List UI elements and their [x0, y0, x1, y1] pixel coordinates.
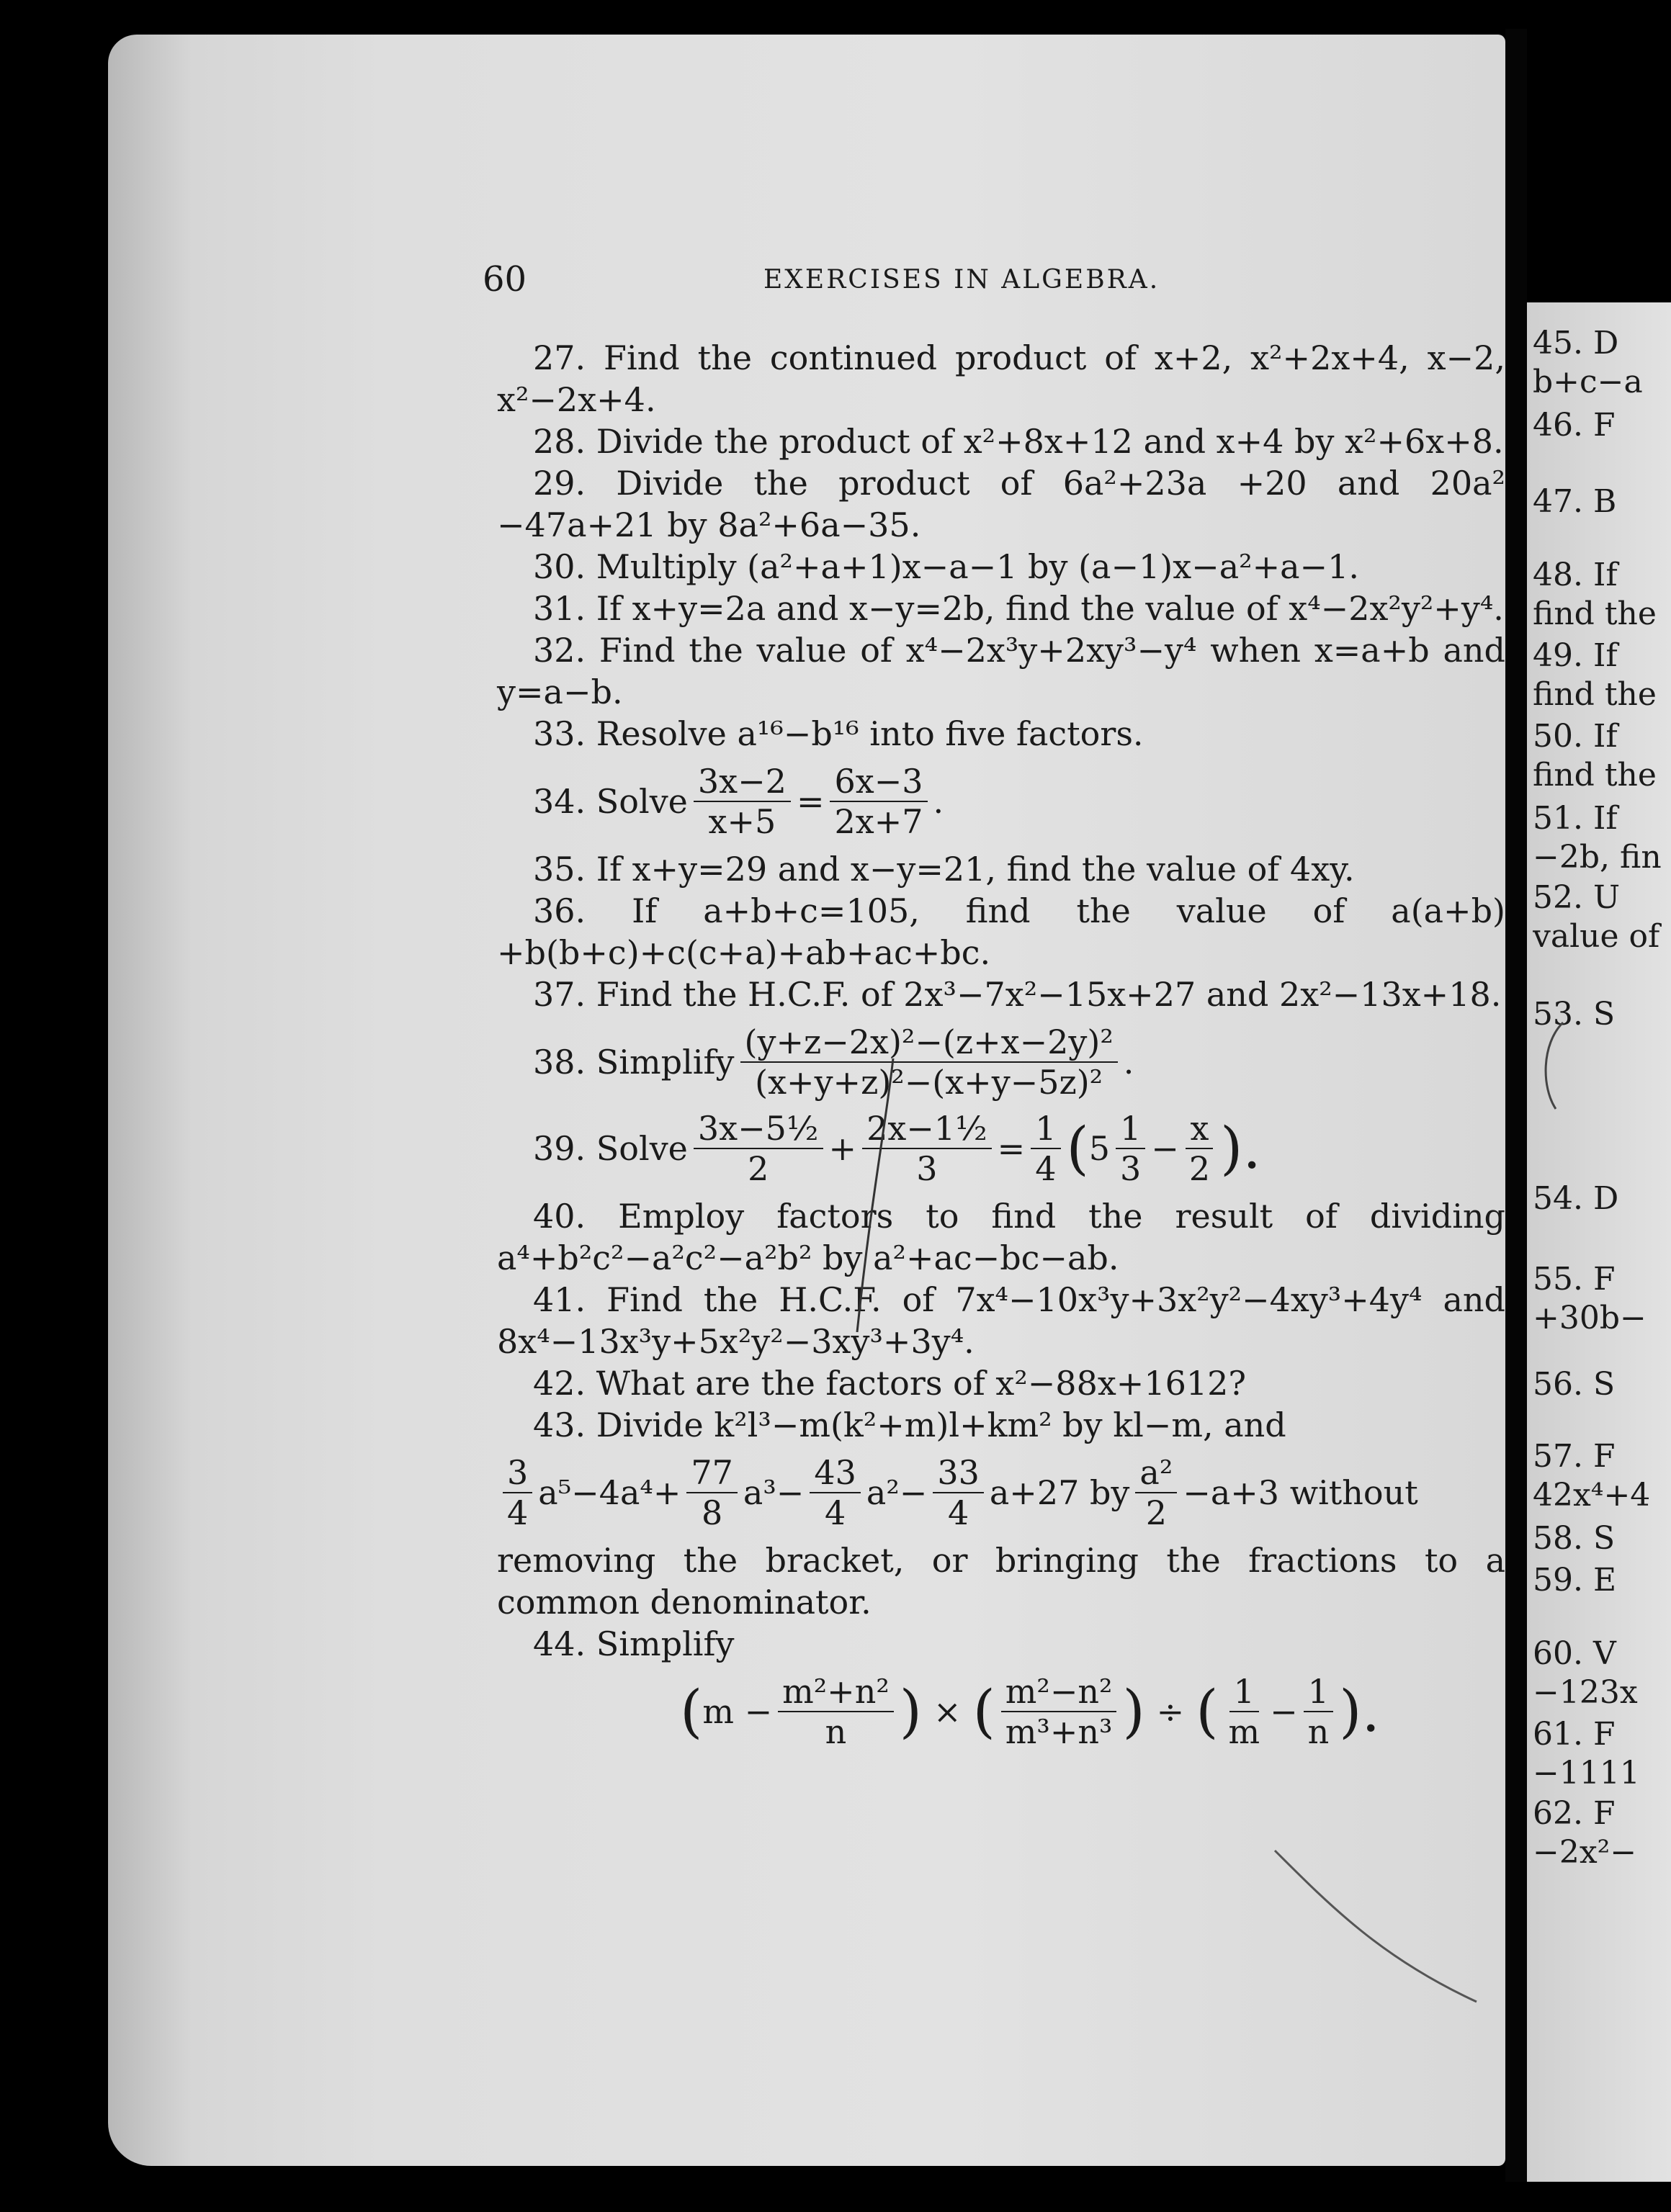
fraction — [1135, 1453, 1177, 1532]
numerator: 33 — [933, 1453, 984, 1493]
exercise-39 — [497, 1109, 1505, 1188]
divide-sign: ÷ — [1156, 1692, 1185, 1731]
expression-term: a+27 by — [989, 1473, 1130, 1512]
exercise-44: 44. Simplify — [533, 1624, 735, 1663]
expression-term: a²− — [866, 1473, 928, 1512]
right-fragment: b+c−a — [1533, 364, 1643, 400]
period: . — [1123, 1043, 1134, 1082]
right-paren: ). — [1339, 1678, 1380, 1745]
exercise-29: 29. Divide the product of 6a²+23a +20 and 20a² −47a+21 by 8a²+6a−35. — [497, 464, 1505, 544]
numerator: 6x−3 — [830, 762, 927, 802]
right-fragment: +30b− — [1533, 1300, 1647, 1336]
book-spine — [1505, 29, 1527, 2182]
exercise-33: 33. Resolve a¹⁶−b¹⁶ into five factors. — [533, 714, 1144, 753]
denominator: 2 — [1145, 1493, 1167, 1532]
right-fragment: 58. S — [1533, 1521, 1616, 1557]
numerator: 3 — [503, 1453, 532, 1493]
fraction — [933, 1453, 984, 1532]
right-fragment: 59. E — [1533, 1563, 1617, 1599]
exercise-32: 32. Find the value of x⁴−2x³y+2xy³−y⁴ when x=a+b and y=a−b. — [497, 631, 1505, 711]
denominator: m³+n³ — [1005, 1712, 1113, 1751]
exercise-41: 41. Find the H.C.F. of 7x⁴−10x³y+3x²y²−4xy³+4y⁴ and 8x⁴−13x³y+5x²y²−3xy³+3y⁴. — [497, 1280, 1505, 1361]
numerator: 77 — [686, 1453, 738, 1493]
left-paren: ( — [972, 1678, 995, 1745]
denominator: 8 — [702, 1493, 723, 1532]
denominator: x+5 — [708, 802, 776, 841]
numerator: x — [1186, 1109, 1213, 1149]
fraction — [830, 762, 927, 841]
right-fragment: −123x — [1533, 1675, 1638, 1711]
fraction — [1304, 1672, 1334, 1751]
right-fragment: 53. S — [1533, 997, 1616, 1033]
expression-term: a³− — [743, 1473, 805, 1512]
expression-term: −a+3 without — [1183, 1473, 1418, 1512]
exercise-34-lead: 34. Solve — [533, 782, 688, 821]
denominator: 2 — [1188, 1149, 1211, 1188]
fraction — [1001, 1672, 1117, 1751]
right-fragment: 62. F — [1533, 1796, 1616, 1832]
exercise-list — [497, 337, 1505, 1758]
exercise-34 — [497, 762, 1505, 841]
numerator: 3x−5½ — [694, 1109, 823, 1149]
page-number: 60 — [483, 259, 527, 300]
right-fragment: 46. F — [1533, 408, 1616, 444]
exercise-44-expression — [497, 1672, 1505, 1751]
numerator: m²+n² — [778, 1672, 894, 1712]
exercise-38 — [497, 1022, 1505, 1102]
denominator: 4 — [1035, 1149, 1057, 1188]
plus-sign: + — [828, 1129, 857, 1168]
denominator: 3 — [1120, 1149, 1142, 1188]
right-fragment: −1111 — [1533, 1755, 1640, 1791]
exercise-39-lead: 39. Solve — [533, 1129, 688, 1168]
denominator: 2 — [748, 1149, 769, 1188]
numerator: 2x−1½ — [862, 1109, 992, 1149]
fraction — [862, 1109, 992, 1188]
right-fragment: 47. B — [1533, 484, 1617, 520]
fraction — [810, 1453, 861, 1532]
numerator: 43 — [810, 1453, 861, 1493]
numerator: 3x−2 — [694, 762, 791, 802]
right-fragment: 51. If — [1533, 801, 1618, 837]
right-paren: ). — [1220, 1115, 1261, 1182]
numerator: 1 — [1116, 1109, 1145, 1149]
left-paren: ( — [680, 1678, 703, 1745]
fraction — [694, 762, 791, 841]
denominator: 4 — [947, 1493, 969, 1532]
expression-term: a⁵−4a⁴+ — [538, 1473, 681, 1512]
right-fragment: −2x²− — [1533, 1835, 1637, 1871]
exercise-37: 37. Find the H.C.F. of 2x³−7x²−15x+27 and 2x²−13x+18. — [533, 975, 1502, 1014]
right-fragment: find the — [1533, 757, 1657, 793]
integer-part: 5 — [1088, 1129, 1110, 1168]
right-fragment: 50. If — [1533, 719, 1618, 755]
equals-sign: = — [997, 1129, 1026, 1168]
denominator: 2x+7 — [834, 802, 923, 841]
exercise-28: 28. Divide the product of x²+8x+12 and x+4 by x²+6x+8. — [533, 422, 1504, 461]
fraction — [694, 1109, 823, 1188]
right-fragment: 61. F — [1533, 1717, 1616, 1753]
minus-sign: − — [1270, 1692, 1298, 1731]
period: . — [933, 782, 944, 821]
exercise-27: 27. Find the continued product of x+2, x²+2x+4, x−2, x²−2x+4. — [497, 338, 1505, 419]
right-fragment: 45. D — [1533, 325, 1619, 361]
right-fragment: 56. S — [1533, 1367, 1616, 1403]
minus-sign: − — [1151, 1129, 1179, 1168]
denominator: n — [825, 1712, 847, 1751]
right-fragment: 60. V — [1533, 1636, 1616, 1672]
equals-sign: = — [796, 782, 825, 821]
exercise-43-expression — [497, 1453, 1505, 1532]
denominator: m — [1228, 1712, 1260, 1751]
right-paren: ) — [899, 1678, 923, 1745]
right-paren: ) — [1122, 1678, 1145, 1745]
times-sign: × — [933, 1692, 962, 1731]
numerator: 1 — [1304, 1672, 1333, 1712]
right-fragment: 55. F — [1533, 1262, 1616, 1298]
right-fragment: 52. U — [1533, 880, 1621, 916]
exercise-43: 43. Divide k²l³−m(k²+m)l+km² by kl−m, and — [533, 1406, 1286, 1444]
fraction — [778, 1672, 894, 1751]
exercise-30: 30. Multiply (a²+a+1)x−a−1 by (a−1)x−a²+a−1. — [533, 547, 1359, 586]
numerator: a² — [1135, 1453, 1177, 1493]
denominator: 3 — [916, 1149, 938, 1188]
left-paren: ( — [1196, 1678, 1219, 1745]
running-title: EXERCISES IN ALGEBRA. — [763, 265, 1160, 295]
exercise-38-lead: 38. Simplify — [533, 1043, 735, 1082]
fraction — [1116, 1109, 1145, 1188]
right-fragment: 49. If — [1533, 638, 1618, 674]
denominator: (x+y+z)²−(x+y−5z)² — [755, 1063, 1103, 1102]
denominator: 4 — [507, 1493, 529, 1532]
right-fragment: 48. If — [1533, 557, 1618, 593]
fraction — [1224, 1672, 1264, 1751]
fraction — [686, 1453, 738, 1532]
exercise-36: 36. If a+b+c=105, find the value of a(a+b) +b(b+c)+c(c+a)+ab+ac+bc. — [497, 891, 1505, 972]
exercise-35: 35. If x+y=29 and x−y=21, find the value of 4xy. — [533, 850, 1355, 889]
numerator: 1 — [1229, 1672, 1259, 1712]
right-fragment: value of — [1533, 919, 1660, 955]
right-fragment: 54. D — [1533, 1181, 1619, 1217]
numerator: (y+z−2x)²−(z+x−2y)² — [740, 1022, 1118, 1063]
exercise-31: 31. If x+y=2a and x−y=2b, find the value of x⁴−2x²y²+y⁴. — [533, 589, 1504, 628]
left-paren: ( — [1066, 1115, 1089, 1182]
right-fragment: find the — [1533, 677, 1657, 713]
right-fragment: −2b, fin — [1533, 840, 1662, 876]
denominator: 4 — [824, 1493, 846, 1532]
exercise-43-continuation: removing the bracket, or bringing the fractions to a common denominator. — [497, 1541, 1505, 1622]
right-fragment: 57. F — [1533, 1439, 1616, 1475]
denominator: n — [1307, 1712, 1330, 1751]
expression-term: m − — [702, 1692, 773, 1731]
numerator: 1 — [1031, 1109, 1060, 1149]
numerator: m²−n² — [1001, 1672, 1117, 1712]
exercise-40: 40. Employ factors to find the result of dividing a⁴+b²c²−a²c²−a²b² by a²+ac−bc−ab. — [497, 1197, 1505, 1277]
fraction — [1185, 1109, 1214, 1188]
fraction — [1031, 1109, 1060, 1188]
fraction — [503, 1453, 532, 1532]
exercise-42: 42. What are the factors of x²−88x+1612? — [533, 1364, 1247, 1403]
fraction — [740, 1022, 1118, 1102]
right-fragment: find the — [1533, 596, 1657, 632]
right-fragment: 42x⁴+4 — [1533, 1478, 1651, 1514]
